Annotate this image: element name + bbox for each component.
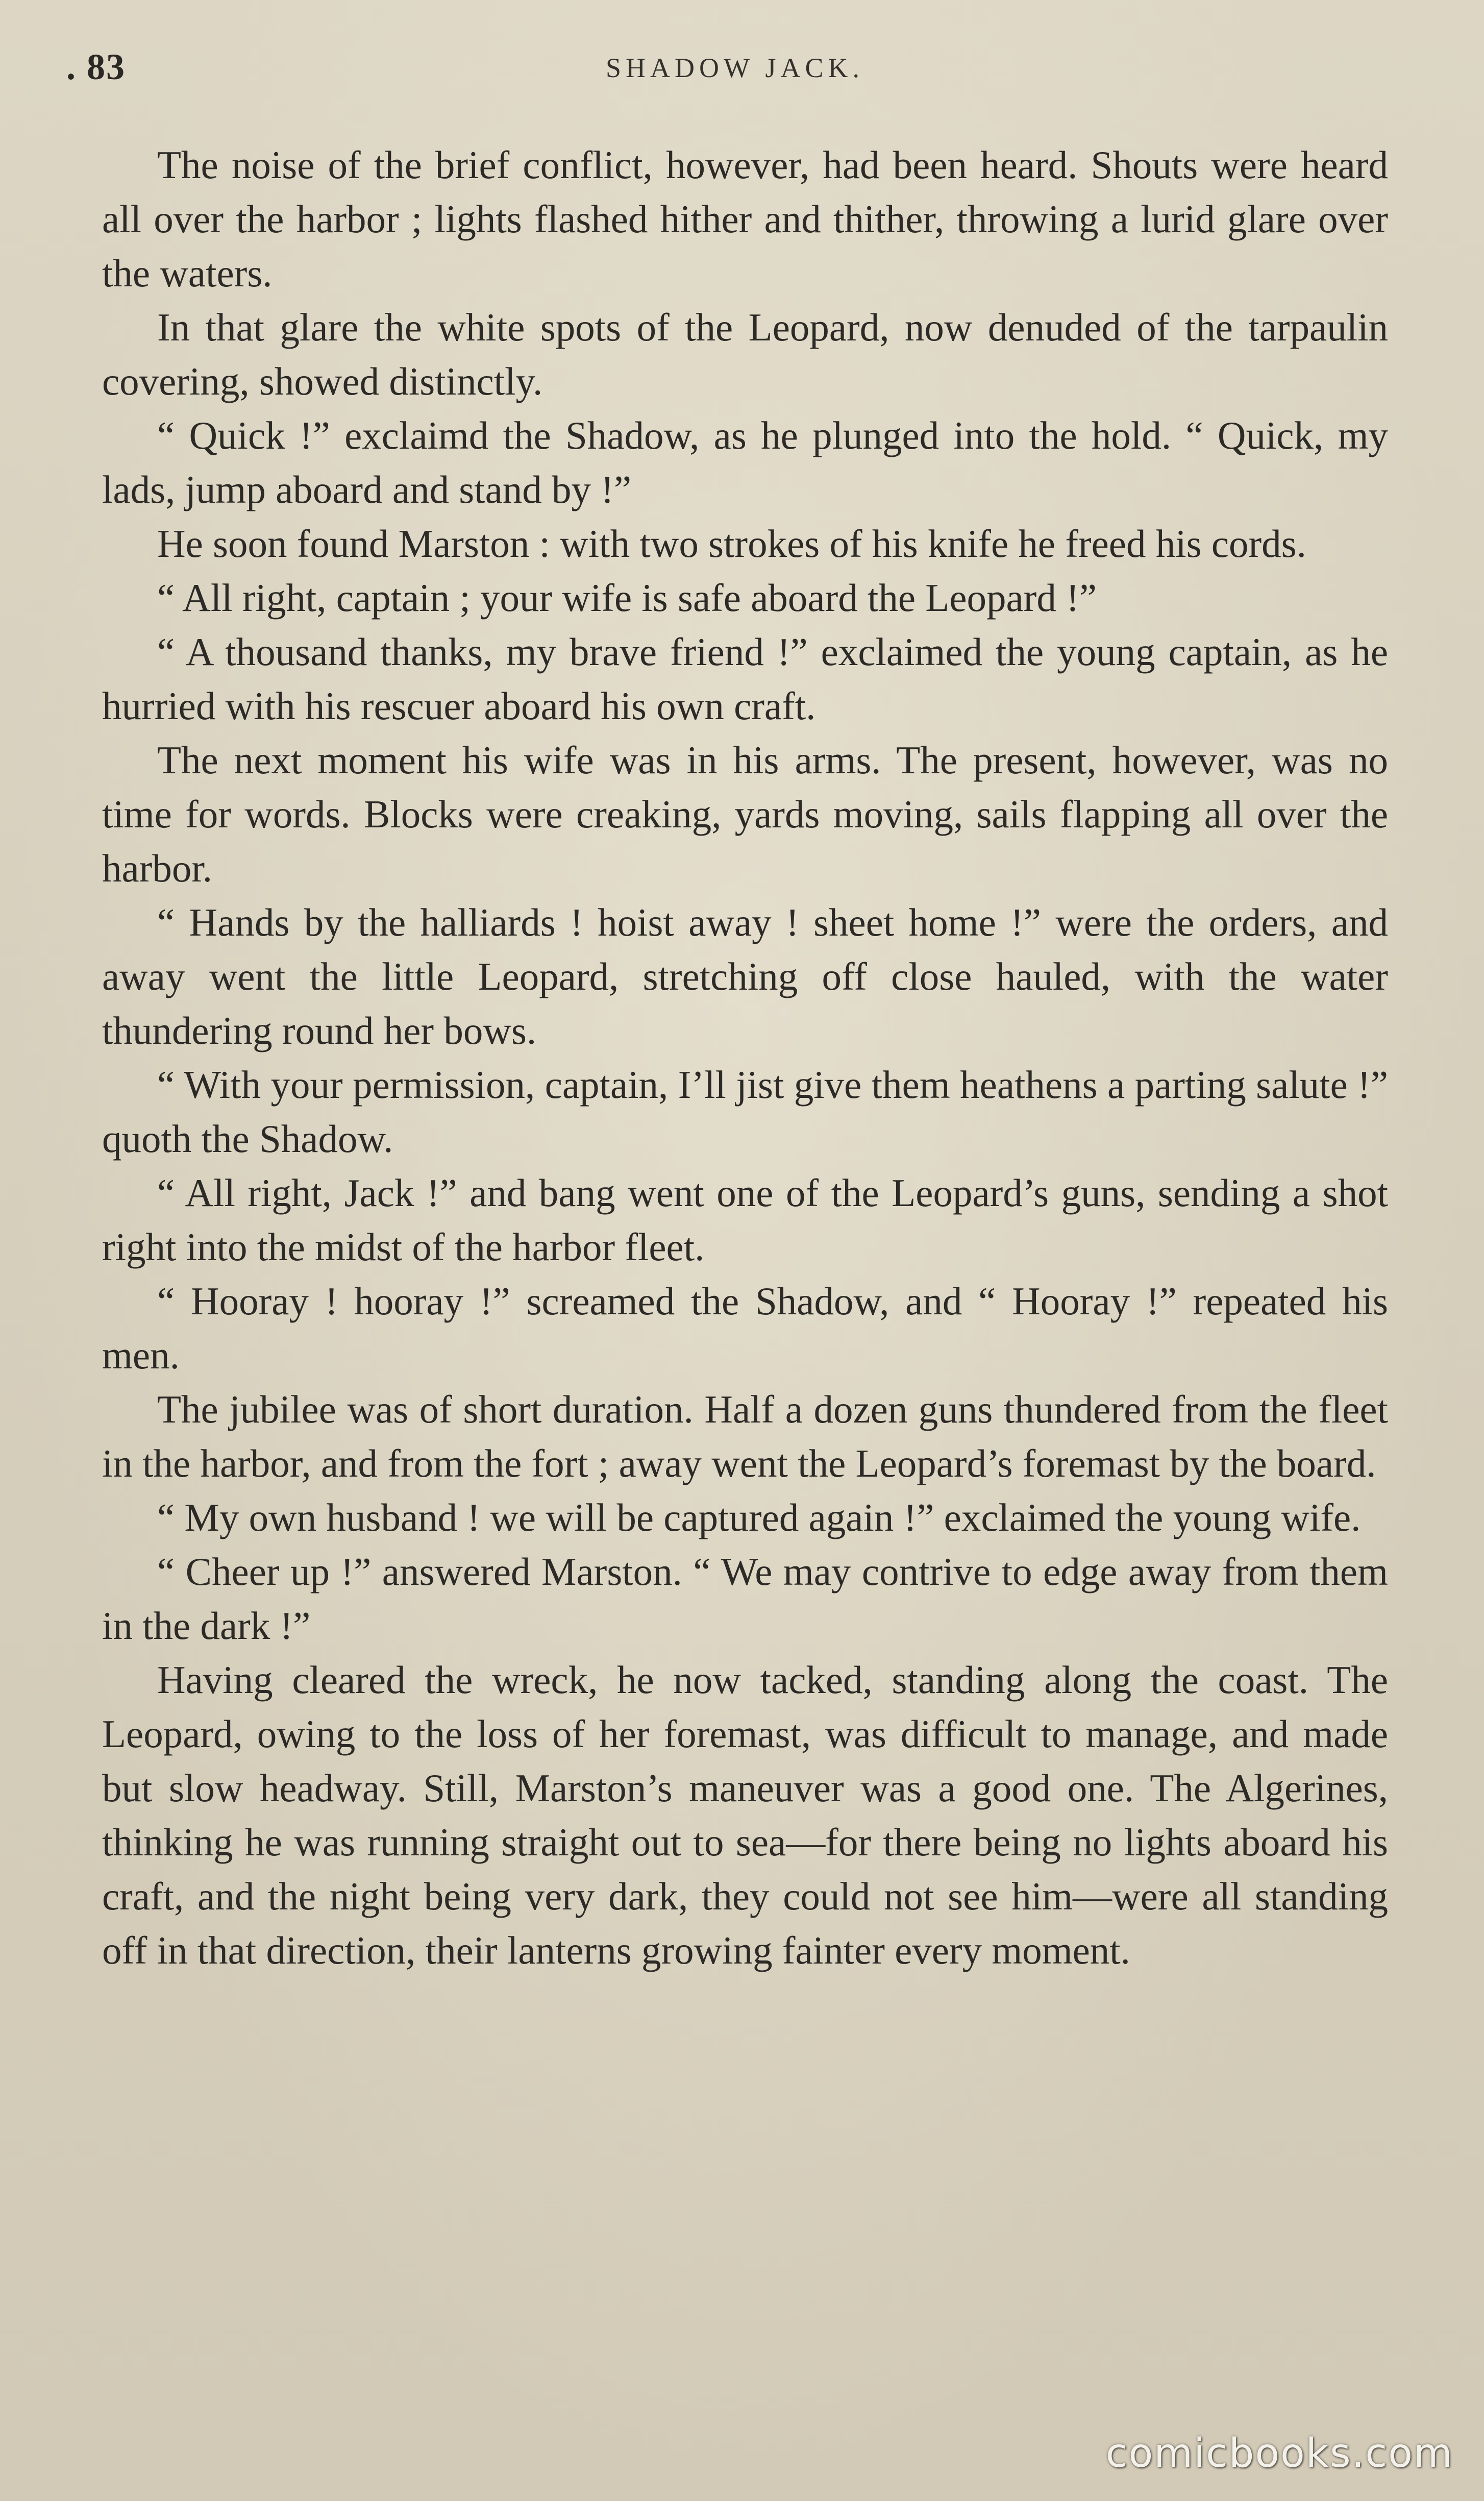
paragraph: The noise of the brief conflict, however, had been heard. Shouts were heard all over the harbor ; lights flashed hither and thither, throwing a lurid glare over the waters. [102, 143, 1388, 295]
paragraph: Having cleared the wreck, he now tacked, standing along the coast. The Leopard, owing to the loss of her foremast, was difficult to manage, and made but slow headway. Still, Marston’s maneuver was a good one. The Algerines, thinking he was running straight out to sea—for there being no lights aboard his craft, and the night being very dark, they could not see him—were all standing off in that direction, their lanterns growing fainter every moment. [102, 1658, 1388, 1972]
paragraph: “ My own husband ! we will be captured again !” exclaimed the young wife. [157, 1495, 1361, 1539]
page-header [66, 41, 1403, 102]
paragraph: “ With your permission, captain, I’ll jist give them heathens a parting salute !” quoth the Shadow. [102, 1063, 1388, 1161]
paragraph: “ Hooray ! hooray !” screamed the Shadow, and “ Hooray !” repeated his men. [102, 1279, 1388, 1377]
paragraph: “ All right, captain ; your wife is safe aboard the Leopard !” [157, 576, 1097, 620]
running-head: SHADOW JACK. [605, 53, 864, 83]
paragraph: “ A thousand thanks, my brave friend !” exclaimed the young captain, as he hurried with his rescuer aboard his own craft. [102, 630, 1388, 728]
paragraph: “ Quick !” exclaimd the Shadow, as he plunged into the hold. “ Quick, my lads, jump aboard and stand by !” [102, 413, 1388, 511]
paragraph: In that glare the white spots of the Leopard, now denuded of the tarpaulin covering, showed distinctly. [102, 305, 1388, 403]
body-text [102, 138, 1388, 1977]
paragraph: “ Cheer up !” answered Marston. “ We may contrive to edge away from them in the dark !” [102, 1550, 1388, 1648]
paragraph: “ All right, Jack !” and bang went one of the Leopard’s guns, sending a shot right into the midst of the harbor fleet. [102, 1171, 1388, 1269]
paragraph: The jubilee was of short duration. Half a dozen guns thundered from the fleet in the harbor, and from the fort ; away went the Leopard’s foremast by the board. [102, 1387, 1388, 1485]
paragraph: He soon found Marston : with two strokes of his knife he freed his cords. [157, 522, 1306, 566]
page-number: . 83 [66, 46, 126, 87]
paragraph: “ Hands by the halliards ! hoist away ! sheet home !” were the orders, and away went the little Leopard, stretching off close hauled, with the water thundering round her bows. [102, 900, 1388, 1052]
paragraph: The next moment his wife was in his arms. The present, however, was no time for words. Blocks were creaking, yards moving, sails flapping all over the harbor. [102, 738, 1388, 890]
watermark: comicbooks.com [1105, 2431, 1453, 2477]
